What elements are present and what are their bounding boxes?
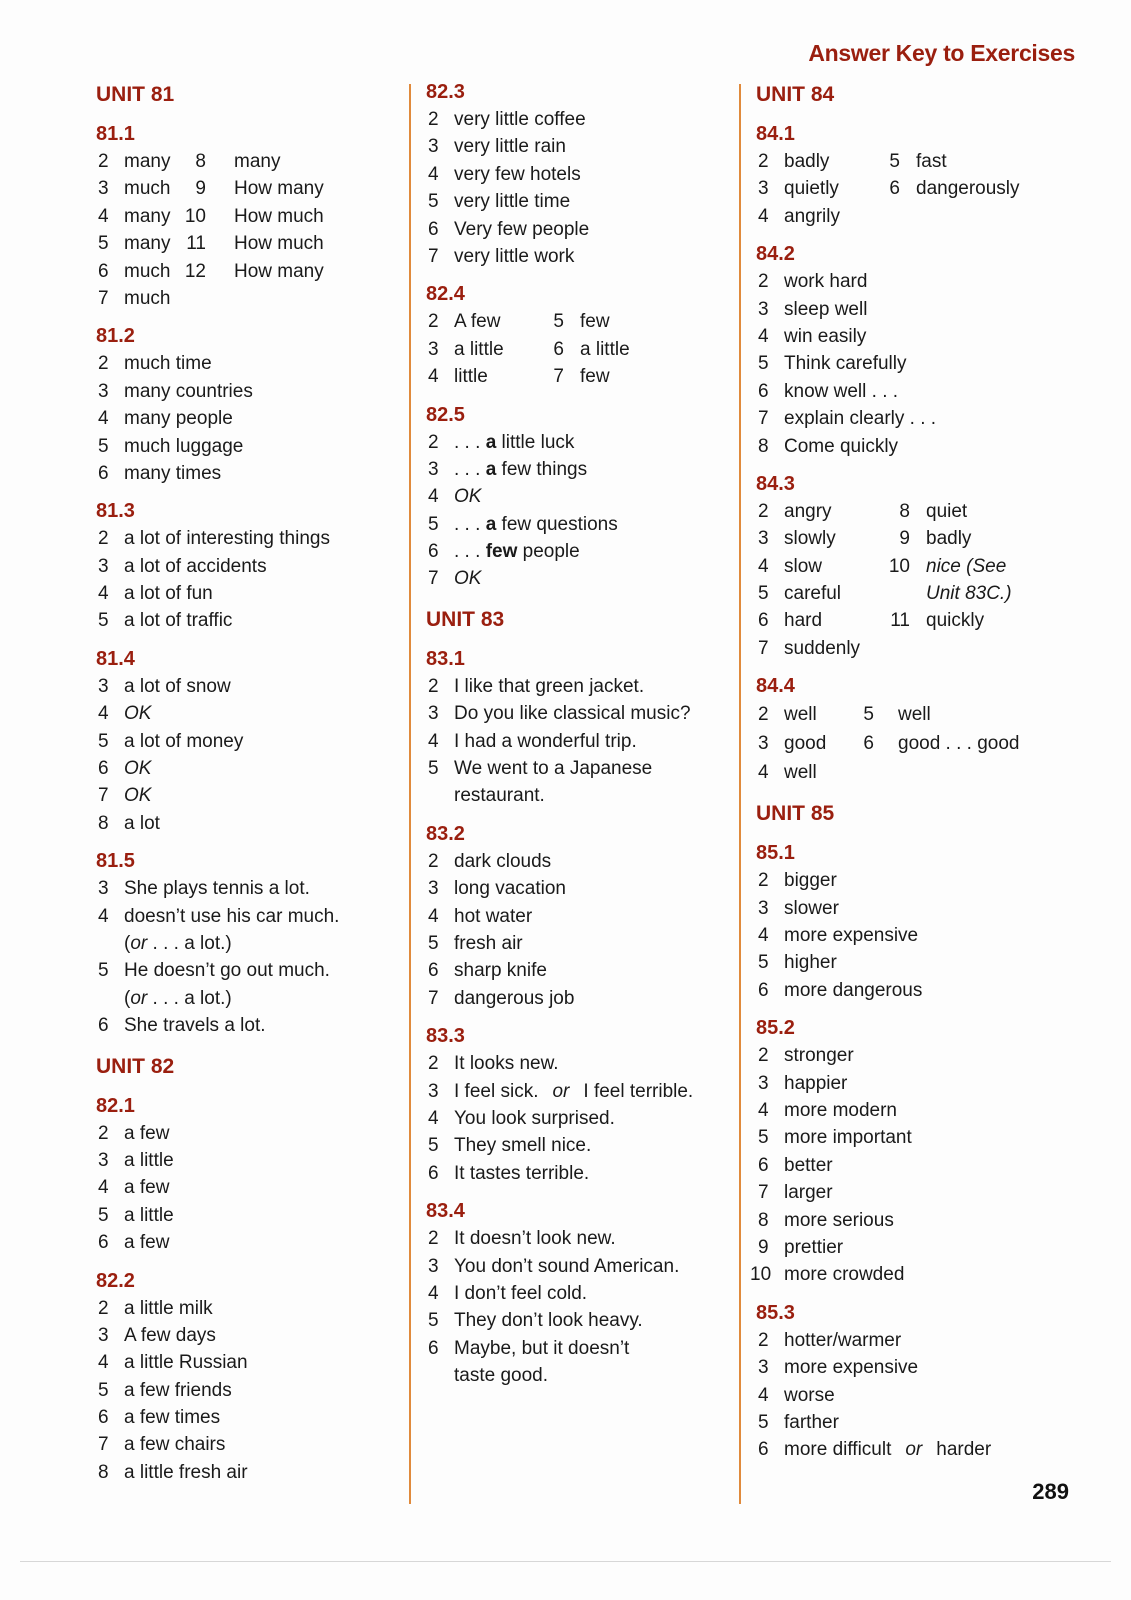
answer-row: 5 much luggage: [98, 435, 244, 457]
answer-row: 5 farther: [758, 1411, 839, 1433]
answer-row: 4 angrily: [758, 205, 840, 227]
exercise-heading: 84.2: [756, 243, 795, 266]
column-divider: [409, 84, 411, 1504]
answer-row: 4 OK: [98, 703, 152, 725]
answer-row: 5 more important: [758, 1127, 912, 1149]
answer-row: 5 very little time: [428, 191, 571, 213]
page-bottom-edge: [20, 1561, 1111, 1562]
answer-row: 6 better: [758, 1154, 833, 1176]
answer-row: 5 careful Unit 83C.): [758, 583, 1012, 605]
answer-row: 2 dark clouds: [428, 850, 552, 872]
answer-row: 2 stronger: [758, 1045, 854, 1067]
answer-row: 8 a little fresh air: [98, 1461, 248, 1483]
answer-row: 4 more modern: [758, 1099, 897, 1121]
answer-row: 4 OK: [428, 486, 482, 508]
answer-row-continuation: restaurant.: [454, 785, 545, 807]
exercise-heading: 85.3: [756, 1301, 795, 1324]
exercise-heading: 83.3: [426, 1025, 465, 1048]
answer-row: 2 bigger: [758, 870, 837, 892]
answer-row: 3 You don’t sound American.: [428, 1255, 680, 1277]
answer-row: 4 I had a wonderful trip.: [428, 730, 637, 752]
answer-row-continuation: (or . . . a lot.): [124, 987, 232, 1009]
answer-row: 5 many 11 How much: [98, 233, 324, 255]
answer-row: 3 more expensive: [758, 1357, 919, 1379]
answer-row: 5 a lot of money: [98, 730, 244, 752]
exercise-heading: 84.1: [756, 123, 795, 145]
page-number: 289: [1032, 1479, 1069, 1504]
answer-row: 4 a lot of fun: [98, 583, 213, 605]
answer-row: 6 Very few people: [428, 218, 590, 240]
answer-row: 5 Think carefully: [758, 353, 907, 375]
exercise-heading: 81.1: [96, 123, 135, 145]
answer-row: 3 A few days: [98, 1324, 216, 1346]
exercise-heading: 82.2: [96, 1269, 135, 1292]
answer-row-continuation: taste good.: [454, 1365, 549, 1387]
answer-row: 4 worse: [758, 1384, 835, 1406]
answer-row: 7 much: [98, 287, 171, 309]
exercise-heading: 82.4: [426, 283, 465, 306]
answer-row: 3 sleep well: [758, 298, 868, 320]
answer-row: 4 hot water: [428, 905, 533, 927]
exercise-heading: 85.2: [756, 1017, 795, 1040]
answer-row: 2 many 8 many: [98, 151, 281, 172]
exercise-heading: 82.1: [96, 1094, 135, 1117]
answer-row: 6 much 12 How many: [98, 260, 324, 282]
answer-row: 3 I feel sick. or I feel terrible.: [428, 1080, 694, 1102]
answer-row: 3 a little: [98, 1149, 174, 1171]
answer-row: 10 more crowded: [750, 1264, 905, 1286]
answer-row: 4 win easily: [758, 325, 867, 347]
answer-row: 6 hard 11 quickly: [758, 610, 985, 632]
answer-row: 3 many countries: [98, 380, 253, 402]
unit-heading: UNIT 84: [756, 83, 835, 106]
answer-row: 3 slower: [758, 897, 839, 919]
answer-row: 2 well 5 well: [758, 704, 931, 726]
answer-row: 4 many 10 How much: [98, 205, 324, 227]
answer-row: 3 a little 6 a little: [428, 338, 630, 360]
column-divider: [739, 84, 741, 1504]
answer-row: 2 angry 8 quiet: [758, 500, 968, 522]
answer-row: 2 a lot of interesting things: [98, 528, 330, 550]
exercise-heading: 83.2: [426, 822, 465, 845]
answer-row: 3 good 6 good . . . good: [758, 733, 1020, 755]
exercise-heading: 81.2: [96, 325, 135, 348]
answer-row: 2 I like that green jacket.: [428, 675, 645, 697]
answer-row: 2 It doesn’t look new.: [428, 1228, 616, 1250]
answer-row: 5 He doesn’t go out much.: [98, 960, 330, 982]
answer-row-continuation: (or . . . a lot.): [124, 932, 232, 954]
unit-heading: UNIT 82: [96, 1054, 175, 1078]
answer-row: 5 . . . a few questions: [428, 513, 618, 535]
answer-row: 3 Do you like classical music?: [428, 703, 691, 725]
answer-row: 6 It tastes terrible.: [428, 1162, 590, 1184]
unit-heading: UNIT 85: [756, 802, 835, 826]
answer-row: 8 Come quickly: [758, 435, 899, 457]
answer-row: 7 OK: [98, 785, 152, 807]
answer-column-3: [750, 78, 1076, 1464]
answer-row: 5 a little: [98, 1204, 174, 1226]
answer-row: 6 a few times: [98, 1407, 221, 1429]
answer-column-1: [96, 78, 396, 1486]
answer-row: 8 a lot: [98, 812, 160, 834]
answer-row: 9 prettier: [758, 1236, 844, 1258]
answer-row: 4 a little Russian: [98, 1352, 248, 1374]
answer-row: 2 a little milk: [98, 1297, 213, 1319]
answer-row: 2 badly 5 fast: [758, 151, 947, 172]
answer-row: 7 larger: [758, 1182, 833, 1204]
answer-row: 5 a few friends: [98, 1379, 232, 1401]
answer-row: 5 They don’t look heavy.: [428, 1310, 643, 1332]
answer-row: 5 fresh air: [428, 932, 523, 954]
exercise-heading: 83.1: [426, 647, 465, 670]
answer-row: 6 know well . . .: [758, 380, 899, 402]
exercise-heading: 81.5: [96, 850, 135, 873]
answer-row: 3 very little rain: [428, 136, 566, 158]
answer-row: 3 a lot of accidents: [98, 555, 267, 577]
answer-row: 8 more serious: [758, 1209, 894, 1231]
page-header-title: Answer Key to Exercises: [808, 40, 1075, 66]
answer-row: 5 a lot of traffic: [98, 610, 233, 632]
answer-row: 4 You look surprised.: [428, 1107, 615, 1129]
answer-row: 3 . . . a few things: [428, 458, 588, 480]
answer-row: 3 long vacation: [428, 878, 566, 900]
answer-row: 3 a lot of snow: [98, 675, 231, 697]
answer-row: 4 a few: [98, 1177, 170, 1199]
answer-row: 7 OK: [428, 568, 482, 590]
answer-row: 3 happier: [758, 1072, 848, 1094]
answer-row: 7 a few chairs: [98, 1434, 226, 1456]
answer-row: 4 many people: [98, 408, 233, 430]
answer-row: 2 . . . a little luck: [428, 431, 575, 453]
answer-row: 4 slow 10 nice (See: [758, 555, 1007, 577]
answer-row: 7 explain clearly . . .: [758, 408, 937, 430]
answer-column-2: [426, 78, 726, 1389]
answer-row: 4 little 7 few: [428, 366, 610, 388]
answer-row: 2 hotter/warmer: [758, 1329, 902, 1351]
answer-row: 4 very few hotels: [428, 163, 581, 185]
answer-row: 5 We went to a Japanese: [428, 758, 653, 780]
answer-row: 2 work hard: [758, 271, 868, 293]
answer-row: 5 They smell nice.: [428, 1135, 592, 1157]
answer-row: 4 doesn’t use his car much.: [98, 905, 340, 927]
answer-row: 6 more difficult or harder: [758, 1439, 992, 1461]
answer-row: 4 well: [758, 762, 817, 784]
answer-row: 6 She travels a lot.: [98, 1015, 266, 1037]
answer-row: 3 much 9 How many: [98, 178, 324, 200]
exercise-heading: 81.3: [96, 500, 135, 523]
answer-row: 3 quietly 6 dangerously: [758, 178, 1020, 200]
answer-row: 6 Maybe, but it doesn’t: [428, 1337, 630, 1359]
exercise-heading: 83.4: [426, 1200, 465, 1223]
answer-row: 6 many times: [98, 462, 222, 484]
answer-row: 6 . . . few people: [428, 541, 580, 563]
answer-row: 2 It looks new.: [428, 1053, 559, 1075]
unit-heading: UNIT 83: [426, 607, 505, 631]
exercise-heading: 82.5: [426, 403, 465, 426]
answer-row: 2 much time: [98, 353, 212, 375]
exercise-heading: 85.1: [756, 842, 795, 865]
answer-row: 4 more expensive: [758, 925, 919, 947]
unit-heading: UNIT 81: [96, 83, 175, 106]
answer-row: 4 I don’t feel cold.: [428, 1282, 588, 1304]
answer-row: 3 slowly 9 badly: [758, 528, 972, 550]
answer-row: 2 very little coffee: [428, 109, 586, 130]
exercise-heading: 84.3: [756, 472, 795, 495]
answer-row: 6 OK: [98, 758, 152, 780]
answer-row: 7 dangerous job: [428, 987, 575, 1009]
answer-row: 6 a few: [98, 1232, 170, 1254]
exercise-heading: 84.4: [756, 675, 795, 698]
answer-row: 6 sharp knife: [428, 960, 547, 982]
answer-row: 5 higher: [758, 952, 837, 974]
exercise-heading: 82.3: [426, 81, 465, 103]
answer-row: 6 more dangerous: [758, 979, 923, 1001]
answer-row: 7 suddenly: [758, 637, 861, 659]
answer-row: 7 very little work: [428, 245, 575, 267]
answer-row: 3 She plays tennis a lot.: [98, 878, 310, 900]
exercise-heading: 81.4: [96, 647, 135, 670]
answer-row: 2 a few: [98, 1122, 170, 1144]
answer-row: 2 A few 5 few: [428, 311, 610, 333]
